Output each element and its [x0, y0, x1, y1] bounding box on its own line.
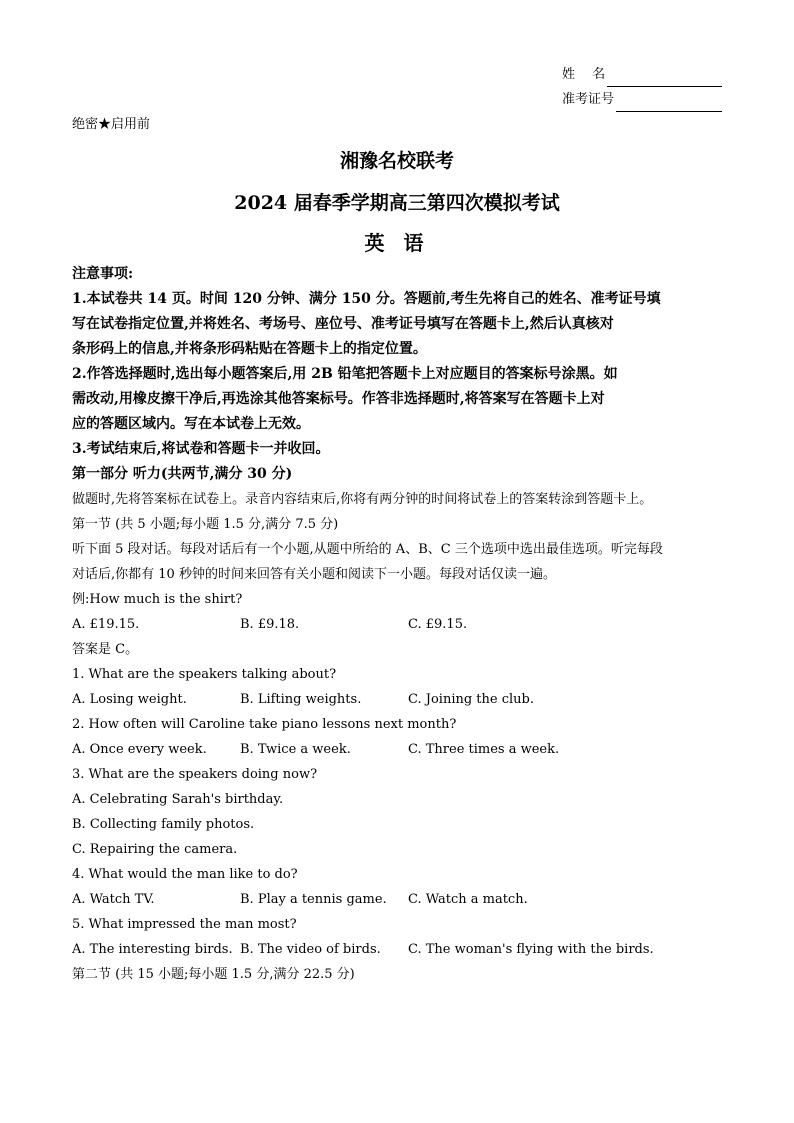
option-b: B. The video of birds.	[240, 942, 381, 957]
option-b: B. Collecting family photos.	[72, 817, 255, 832]
option-a: A. Once every week.	[72, 742, 207, 757]
question-3: 3. What are the speakers doing now?	[72, 767, 318, 782]
question-2-options	[72, 737, 722, 762]
option-a: A. Watch TV.	[72, 892, 155, 907]
exam-id-label: 准考证号	[562, 92, 615, 107]
section2-heading: 第二节 (共 15 小题;每小题 1.5 分,满分 22.5 分)	[72, 967, 355, 982]
exam-id-blank[interactable]	[616, 95, 722, 112]
notice-line: 需改动,用橡皮擦干净后,再选涂其他答案标号。作答非选择题时,将答案写在答题卡上对	[72, 391, 605, 407]
option-c: C. Watch a match.	[408, 892, 528, 907]
section1-instruction: 听下面 5 段对话。每段对话后有一个小题,从题中所给的 A、B、C 三个选项中选出最佳选项。听完每段	[72, 542, 663, 557]
option-a: A. Celebrating Sarah's birthday.	[72, 792, 284, 807]
question-4-options	[72, 887, 722, 912]
exam-title-line2: 2024 届春季学期高三第四次模拟考试	[234, 192, 560, 214]
option-c: C. £9.15.	[408, 617, 468, 632]
question-5-options	[72, 937, 722, 962]
option-a: A. The interesting birds.	[72, 942, 233, 957]
question-4: 4. What would the man like to do?	[72, 867, 298, 882]
option-b: B. Play a tennis game.	[240, 892, 387, 907]
option-c: C. Repairing the camera.	[72, 842, 238, 857]
section1-heading: 第一节 (共 5 小题;每小题 1.5 分,满分 7.5 分)	[72, 517, 339, 532]
question-5: 5. What impressed the man most?	[72, 917, 297, 932]
exam-content	[72, 262, 722, 987]
notice-line: 应的答题区域内。写在本试卷上无效。	[72, 416, 310, 432]
option-c: C. Joining the club.	[408, 692, 534, 707]
part1-instruction: 做题时,先将答案标在试卷上。录音内容结束后,你将有两分钟的时间将试卷上的答案转涂到答题卡上。	[72, 492, 653, 507]
name-label: 姓 名	[562, 67, 606, 82]
notice-line: 1.本试卷共 14 页。时间 120 分钟、满分 150 分。答题前,考生先将自己的姓名、准考证号填	[72, 291, 661, 307]
part1-heading: 第一部分 听力(共两节,满分 30 分)	[72, 466, 293, 482]
name-blank[interactable]	[607, 70, 722, 87]
notice-line: 2.作答选择题时,选出每小题答案后,用 2B 铅笔把答题卡上对应题目的答案标号涂黑。如	[72, 366, 618, 382]
question-1: 1. What are the speakers talking about?	[72, 667, 337, 682]
notice-line: 3.考试结束后,将试卷和答题卡一并收回。	[72, 441, 330, 457]
option-b: B. Lifting weights.	[240, 692, 362, 707]
option-c: C. Three times a week.	[408, 742, 560, 757]
section1-instruction: 对话后,你都有 10 秒钟的时间来回答有关小题和阅读下一小题。每段对话仅读一遍。	[72, 567, 556, 582]
example-answer: 答案是 C。	[72, 642, 139, 657]
option-b: B. Twice a week.	[240, 742, 351, 757]
example-options	[72, 612, 722, 637]
secret-mark: 绝密★启用前	[72, 117, 151, 132]
question-1-options	[72, 687, 722, 712]
notice-line: 条形码上的信息,并将条形码粘贴在答题卡上的指定位置。	[72, 341, 427, 357]
name-row	[562, 62, 722, 87]
notice-heading: 注意事项:	[72, 266, 134, 282]
exam-title-line1: 湘豫名校联考	[339, 150, 454, 172]
option-a: A. Losing weight.	[72, 692, 187, 707]
notice-line: 写在试卷指定位置,并将姓名、考场号、座位号、准考证号填写在答题卡上,然后认真核对	[72, 316, 614, 332]
subject-title: 英 语	[364, 231, 430, 255]
example-question: 例:How much is the shirt?	[72, 592, 243, 607]
option-a: A. £19.15.	[72, 617, 140, 632]
option-c: C. The woman's flying with the birds.	[408, 942, 654, 957]
exam-id-row	[562, 87, 722, 112]
candidate-info	[562, 62, 722, 112]
question-2: 2. How often will Caroline take piano lessons next month?	[72, 717, 457, 732]
option-b: B. £9.18.	[240, 617, 300, 632]
